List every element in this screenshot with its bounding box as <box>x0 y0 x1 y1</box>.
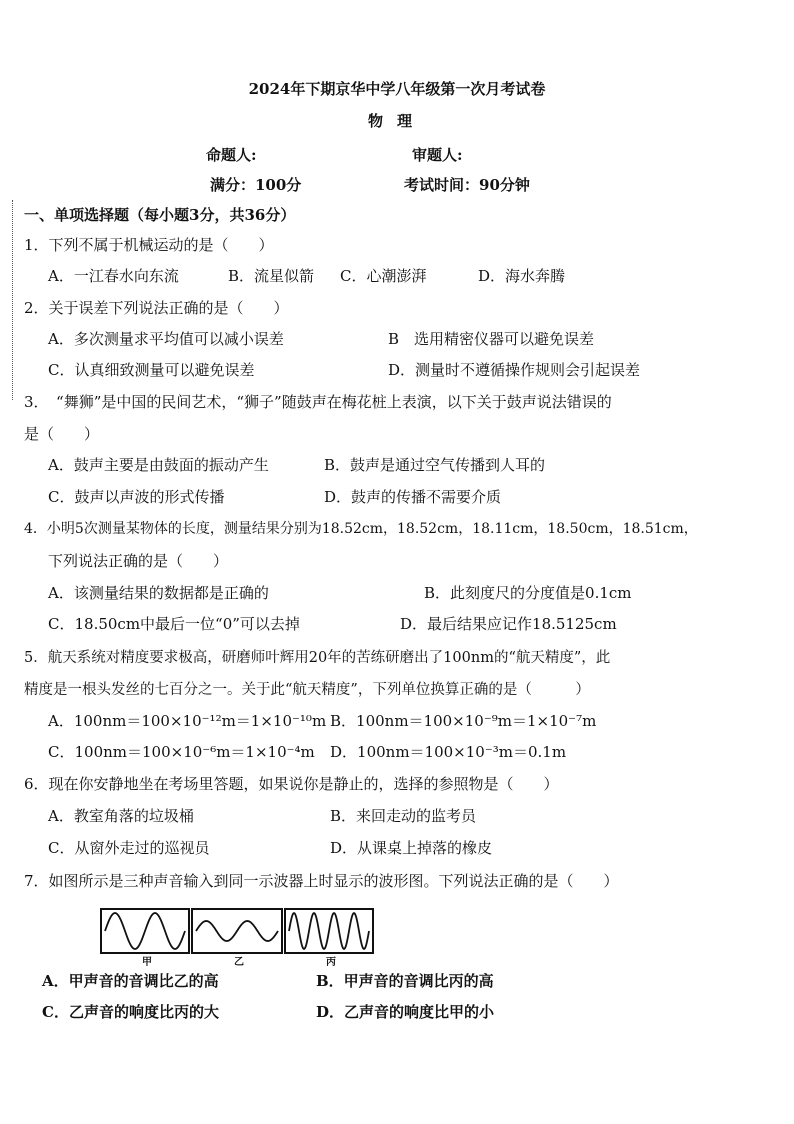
q3-option-b: B．鼓声是通过空气传播到人耳的 <box>324 456 546 474</box>
q2-option-c: C．认真细致测量可以避免误差 <box>48 361 255 379</box>
full-score: 满分：100分 <box>210 176 302 194</box>
label-jia: 甲 <box>142 957 152 968</box>
q7-option-d: D．乙声音的响度比甲的小 <box>316 1003 495 1021</box>
waveform-yi <box>192 909 282 953</box>
setter-label: 命题人: <box>206 146 257 164</box>
q5-option-d: D．100nm＝100×10⁻³m＝0.1m <box>330 743 567 761</box>
question-5-stem: 5．航天系统对精度要求极高，研磨师叶辉用20年的苦练研磨出了100nm的“航天精度”，此 <box>24 650 611 666</box>
q5-option-c: C．100nm＝100×10⁻⁶m＝1×10⁻⁴m <box>48 743 315 761</box>
q1-option-d: D．海水奔腾 <box>478 267 566 285</box>
q4-option-b: B．此刻度尺的分度值是0.1cm <box>424 584 632 602</box>
q5-option-a: A．100nm＝100×10⁻¹²m＝1×10⁻¹⁰m <box>48 712 327 730</box>
q3-option-a: A．鼓声主要是由鼓面的振动产生 <box>48 456 269 474</box>
q4-option-a: A．该测量结果的数据都是正确的 <box>48 584 269 602</box>
q1-option-b: B．流星似箭 <box>228 267 315 285</box>
q5-option-b: B．100nm＝100×10⁻⁹m＝1×10⁻⁷m <box>330 712 597 730</box>
oscilloscope-figure <box>100 907 380 969</box>
reviewer-label: 审题人: <box>412 146 463 164</box>
q2-option-b: B 选用精密仪器可以避免误差 <box>388 330 595 348</box>
question-2-stem: 2．关于误差下列说法正确的是（ ） <box>24 299 289 317</box>
question-7-stem: 7．如图所示是三种声音输入到同一示波器上时显示的波形图。下列说法正确的是（ ） <box>24 872 619 890</box>
q2-option-d: D．测量时不遵循操作规则会引起误差 <box>388 361 641 379</box>
exam-duration: 考试时间：90分钟 <box>404 176 530 194</box>
q7-option-a: A．甲声音的音调比乙的高 <box>42 972 219 990</box>
question-4-stem-cont: 下列说法正确的是（ ） <box>48 552 229 570</box>
question-1-stem: 1．下列不属于机械运动的是（ ） <box>24 236 274 254</box>
q3-option-d: D．鼓声的传播不需要介质 <box>324 488 502 506</box>
q7-option-c: C．乙声音的响度比丙的大 <box>42 1003 219 1021</box>
q1-option-a: A．一江春水向东流 <box>48 267 179 285</box>
q6-option-a: A．教室角落的垃圾桶 <box>48 807 194 825</box>
question-3-stem: 3． “舞狮”是中国的民间艺术，“狮子”随鼓声在梅花桩上表演，以下关于鼓声说法错误的 <box>24 393 612 411</box>
section-title: 一、单项选择题（每小题3分，共36分） <box>24 206 296 224</box>
question-3-stem-cont: 是（ ） <box>24 425 100 443</box>
question-6-stem: 6．现在你安静地坐在考场里答题，如果说你是静止的，选择的参照物是（ ） <box>24 775 559 793</box>
q4-option-c: C．18.50cm中最后一位“0”可以去掉 <box>48 615 300 633</box>
waveform-bing <box>285 909 373 953</box>
q6-option-d: D．从课桌上掉落的橡皮 <box>330 839 493 857</box>
q4-option-d: D．最后结果应记作18.5125cm <box>400 615 617 633</box>
waveform-jia <box>101 909 189 953</box>
q2-option-a: A．多次测量求平均值可以减小误差 <box>48 330 284 348</box>
q6-option-c: C．从窗外走过的巡视员 <box>48 839 210 857</box>
binding-margin <box>12 200 15 400</box>
q1-option-c: C．心潮澎湃 <box>340 267 427 285</box>
exam-title: 2024年下期京华中学八年级第一次月考试卷 <box>248 80 546 98</box>
question-4-stem: 4．小明5次测量某物体的长度，测量结果分别为18.52cm，18.52cm，18.11cm，18.50cm，18.51cm， <box>24 521 698 537</box>
exam-subject: 物理 <box>367 112 426 130</box>
label-yi: 乙 <box>234 957 244 968</box>
question-5-stem-cont: 精度是一根头发丝的七百分之一。关于此“航天精度”，下列单位换算正确的是（ ） <box>24 682 590 698</box>
q6-option-b: B．来回走动的监考员 <box>330 807 477 825</box>
label-bing: 丙 <box>326 957 336 968</box>
q3-option-c: C．鼓声以声波的形式传播 <box>48 488 225 506</box>
q7-option-b: B．甲声音的音调比丙的高 <box>316 972 494 990</box>
